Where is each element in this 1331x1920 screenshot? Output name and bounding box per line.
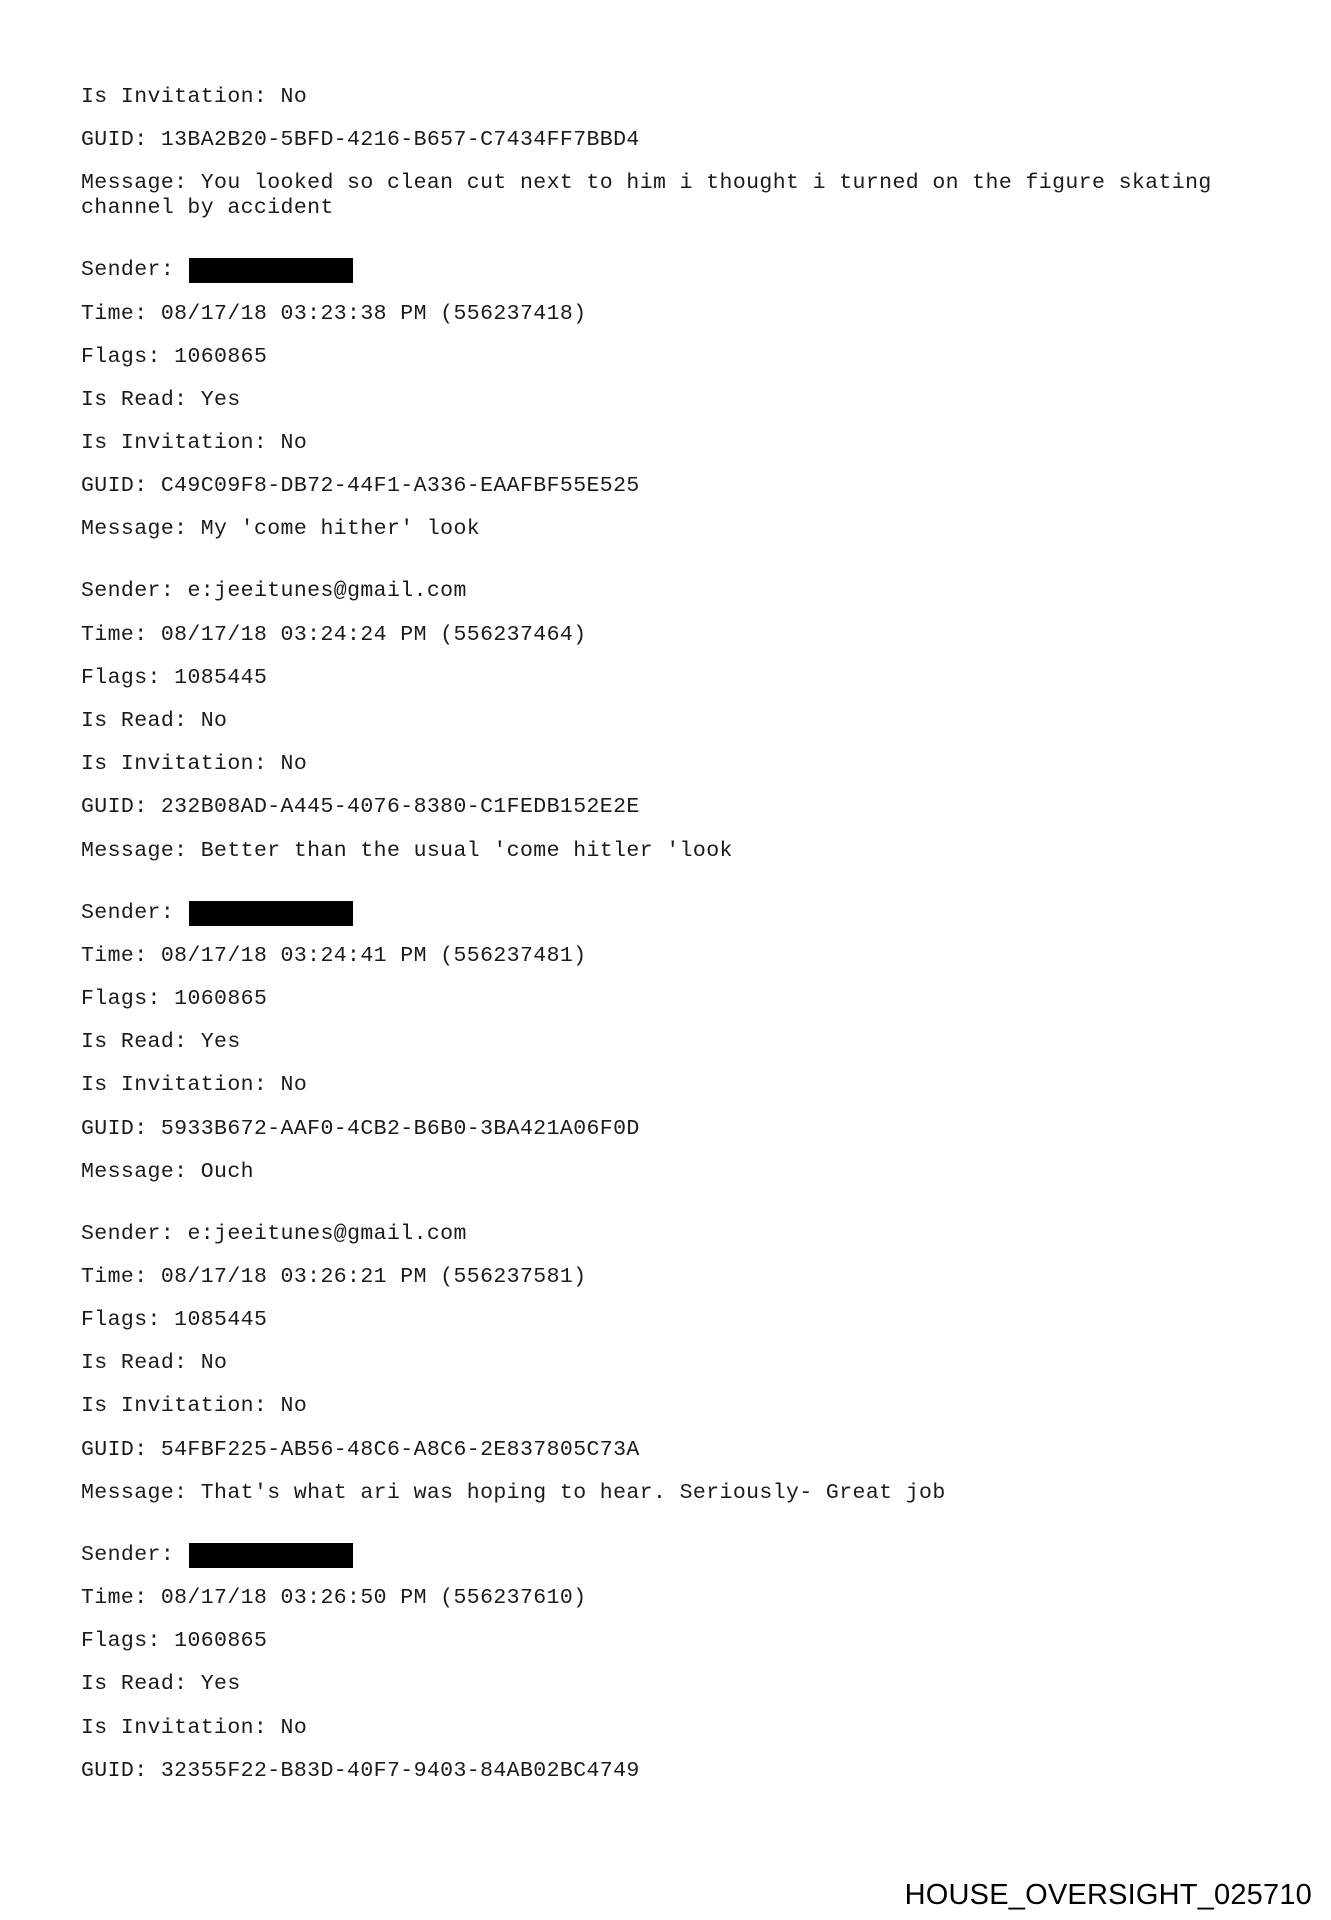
message-text: Ouch [200, 1159, 254, 1184]
is-read-value: No [200, 1351, 228, 1376]
is-read-line [81, 388, 1281, 413]
is-invitation-line [81, 1394, 1281, 1419]
time-line [81, 302, 1281, 327]
guid-label: GUID: [81, 128, 148, 153]
sender-label: Sender: [81, 1221, 175, 1246]
is-read-value: Yes [200, 1672, 241, 1697]
flags-label: Flags: [81, 344, 161, 369]
sender-line [81, 1222, 1281, 1247]
time-label: Time: [81, 1264, 148, 1289]
message-text: Better than the usual 'come hitler 'look [200, 838, 733, 863]
sender-line [81, 901, 1281, 926]
is-invitation-line [81, 752, 1281, 777]
time-line [81, 1586, 1281, 1611]
time-value: 08/17/18 03:24:41 PM (556237481) [160, 943, 587, 968]
is-invitation-value: No [280, 1394, 308, 1419]
flags-value: 1060865 [174, 344, 268, 369]
is-invitation-line [81, 431, 1281, 456]
message-label: Message: [81, 517, 188, 542]
is-read-value: Yes [200, 387, 241, 412]
flags-label: Flags: [81, 1308, 161, 1333]
is-invitation-value: No [280, 1715, 308, 1740]
message-text: You looked so clean cut next to him i thought i turned on the figure skating channel by accident [81, 171, 1212, 221]
flags-value: 1060865 [174, 1629, 268, 1654]
is-read-label: Is Read: [81, 709, 188, 734]
time-line [81, 944, 1281, 969]
is-invitation-label: Is Invitation: [81, 431, 268, 456]
guid-value: 32355F22-B83D-40F7-9403-84AB02BC4749 [160, 1758, 640, 1783]
guid-line [81, 128, 1281, 153]
is-invitation-line [81, 1716, 1281, 1741]
time-label: Time: [81, 1585, 148, 1610]
is-read-label: Is Read: [81, 1351, 188, 1376]
is-invitation-label: Is Invitation: [81, 1394, 268, 1419]
flags-label: Flags: [81, 665, 161, 690]
redaction-box [189, 901, 353, 926]
time-value: 08/17/18 03:26:21 PM (556237581) [160, 1264, 587, 1289]
is-read-label: Is Read: [81, 1672, 188, 1697]
message-label: Message: [81, 171, 188, 196]
is-invitation-value: No [280, 431, 308, 456]
guid-label: GUID: [81, 1116, 148, 1141]
is-read-line [81, 709, 1281, 734]
guid-line [81, 795, 1281, 820]
message-line [81, 1160, 1281, 1185]
flags-line [81, 987, 1281, 1012]
is-invitation-label: Is Invitation: [81, 1715, 268, 1740]
is-invitation-value: No [280, 1073, 308, 1098]
time-value: 08/17/18 03:26:50 PM (556237610) [160, 1585, 587, 1610]
guid-label: GUID: [81, 795, 148, 820]
is-invitation-value: No [280, 85, 308, 109]
sender-line [81, 579, 1281, 604]
guid-value: 54FBF225-AB56-48C6-A8C6-2E837805C73A [160, 1437, 640, 1462]
bates-number: HOUSE_OVERSIGHT_025710 [904, 1879, 1312, 1911]
sender-label: Sender: [81, 579, 175, 604]
flags-value: 1085445 [174, 1308, 268, 1333]
is-invitation-label: Is Invitation: [81, 85, 268, 109]
flags-line [81, 1308, 1281, 1333]
time-label: Time: [81, 622, 148, 647]
guid-value: C49C09F8-DB72-44F1-A336-EAAFBF55E525 [160, 474, 640, 499]
time-label: Time: [81, 943, 148, 968]
flags-line [81, 345, 1281, 370]
flags-label: Flags: [81, 1629, 161, 1654]
time-line [81, 1265, 1281, 1290]
redaction-box [189, 258, 353, 283]
sender-line [81, 258, 1281, 283]
is-read-label: Is Read: [81, 1030, 188, 1055]
sender-line [81, 1543, 1281, 1568]
redaction-box [189, 1543, 353, 1568]
message-line [81, 1481, 1281, 1506]
message-text: My 'come hither' look [200, 517, 481, 542]
is-read-value: No [200, 709, 228, 734]
message-log [81, 85, 1281, 1802]
message-label: Message: [81, 1159, 188, 1184]
guid-label: GUID: [81, 1437, 148, 1462]
guid-value: 13BA2B20-5BFD-4216-B657-C7434FF7BBD4 [160, 128, 640, 153]
time-label: Time: [81, 301, 148, 326]
is-read-line [81, 1351, 1281, 1376]
flags-line [81, 1629, 1281, 1654]
sender-value: e:jeeitunes@gmail.com [187, 1221, 467, 1246]
guid-label: GUID: [81, 1758, 148, 1783]
flags-label: Flags: [81, 986, 161, 1011]
message-line [81, 839, 1281, 864]
is-invitation-label: Is Invitation: [81, 752, 268, 777]
sender-label: Sender: [81, 1542, 175, 1567]
sender-label: Sender: [81, 258, 175, 283]
is-read-line [81, 1672, 1281, 1697]
is-invitation-label: Is Invitation: [81, 1073, 268, 1098]
guid-line [81, 1759, 1281, 1784]
guid-line [81, 474, 1281, 499]
flags-value: 1060865 [174, 986, 268, 1011]
message-line [81, 517, 1281, 542]
guid-value: 232B08AD-A445-4076-8380-C1FEDB152E2E [160, 795, 640, 820]
time-value: 08/17/18 03:24:24 PM (556237464) [160, 622, 587, 647]
message-text: That's what ari was hoping to hear. Seriously- Great job [200, 1480, 946, 1505]
is-invitation-line [81, 1073, 1281, 1098]
guid-line [81, 1438, 1281, 1463]
flags-value: 1085445 [174, 665, 268, 690]
time-line [81, 623, 1281, 648]
flags-line [81, 666, 1281, 691]
is-invitation-value: No [280, 752, 308, 777]
message-label: Message: [81, 1480, 188, 1505]
message-label: Message: [81, 838, 188, 863]
is-invitation-line [81, 85, 1281, 110]
sender-label: Sender: [81, 900, 175, 925]
is-read-label: Is Read: [81, 387, 188, 412]
is-read-line [81, 1030, 1281, 1055]
time-value: 08/17/18 03:23:38 PM (556237418) [160, 301, 587, 326]
is-read-value: Yes [200, 1030, 241, 1055]
guid-value: 5933B672-AAF0-4CB2-B6B0-3BA421A06F0D [160, 1116, 640, 1141]
guid-line [81, 1117, 1281, 1142]
message-line [81, 171, 1281, 221]
sender-value: e:jeeitunes@gmail.com [187, 579, 467, 604]
guid-label: GUID: [81, 474, 148, 499]
